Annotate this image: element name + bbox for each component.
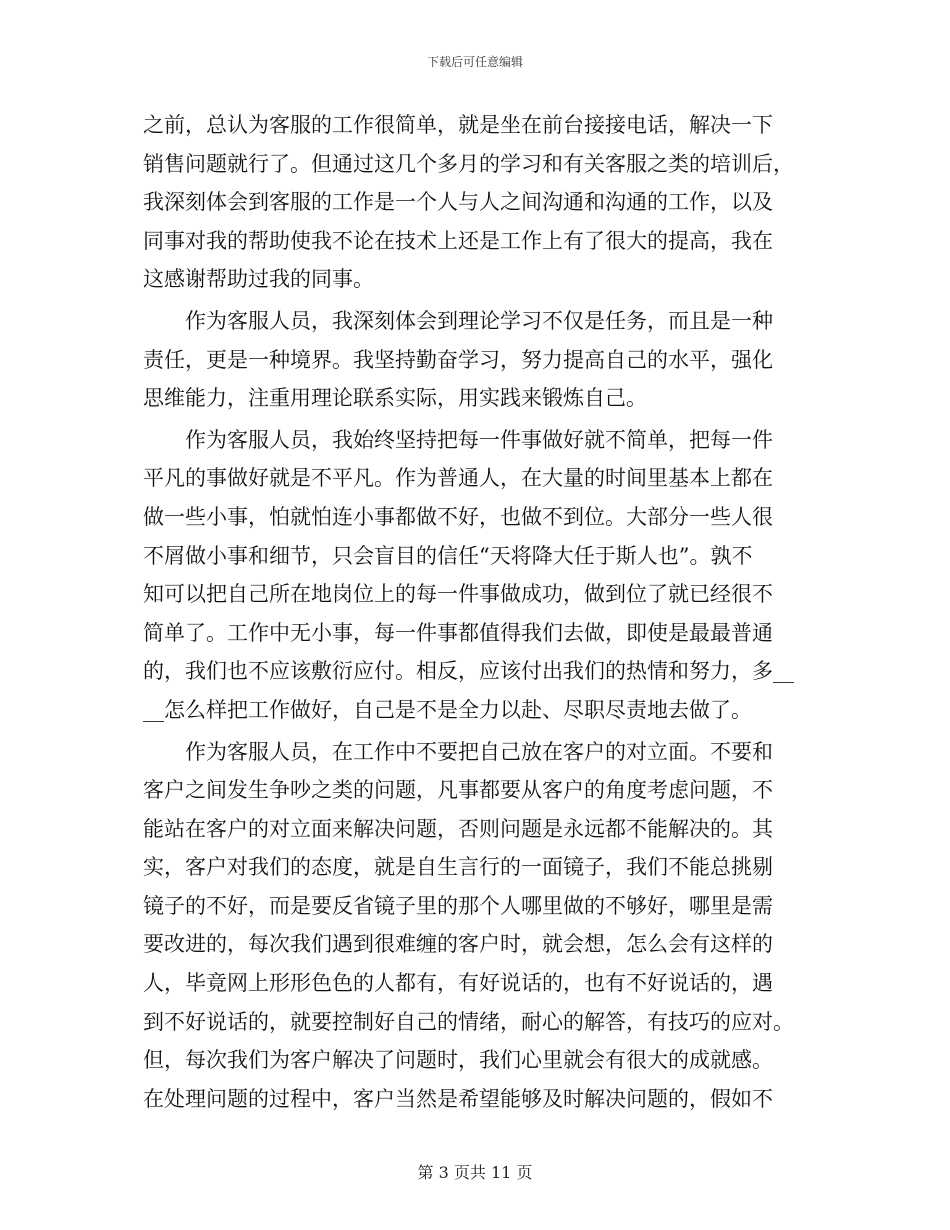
text-line: __怎么样把工作做好，自己是不是全力以赴、尽职尽责地去做了。 [143, 697, 752, 722]
text-line: 实，客户对我们的态度，就是自生言行的一面镜子，我们不能总挑剔 [143, 855, 773, 880]
text-line: 责任，更是一种境界。我坚持勤奋学习，努力提高自己的水平，强化 [143, 347, 773, 372]
text-line: 的，我们也不应该敷衍应付。相反，应该付出我们的热情和努力，多__ [143, 659, 794, 684]
document-body [143, 106, 803, 1118]
text-line: 能站在客户的对立面来解决问题，否则问题是永远都不能解决的。其 [143, 816, 773, 841]
text-line: 之前，总认为客服的工作很简单，就是坐在前台接接电话，解决一下 [143, 113, 773, 137]
text-line: 我深刻体会到客服的工作是一个人与人之间沟通和沟通的工作，以及 [143, 190, 773, 215]
text-line: 镜子的不好，而是要反省镜子里的那个人哪里做的不够好，哪里是需 [143, 893, 773, 918]
text-line: 简单了。工作中无小事，每一件事都值得我们去做，即使是最最普通 [143, 620, 773, 645]
text-line: 作为客服人员，我始终坚持把每一件事做好就不简单，把每一件 [143, 427, 773, 452]
text-line: 思维能力，注重用理论联系实际，用实践来锻炼自己。 [143, 386, 647, 411]
text-line: 平凡的事做好就是不平凡。作为普通人，在大量的时间里基本上都在 [143, 466, 773, 491]
text-line: 但，每次我们为客户解决了问题时，我们心里就会有很大的成就感。 [143, 1048, 773, 1073]
text-line: 不屑做小事和细节，只会盲目的信任“天将降大任于斯人也”。孰不 [143, 543, 753, 568]
text-line: 作为客服人员，在工作中不要把自己放在客户的对立面。不要和 [143, 739, 773, 764]
text-line: 知可以把自己所在地岗位上的每一件事做成功，做到位了就已经很不 [143, 582, 773, 607]
text-line: 同事对我的帮助使我不论在技术上还是工作上有了很大的提高，我在 [143, 228, 773, 253]
text-line: 人，毕竟网上形形色色的人都有，有好说话的，也有不好说话的，遇 [143, 971, 773, 996]
text-line: 销售问题就行了。但通过这几个多月的学习和有关客服之类的培训后， [143, 151, 794, 176]
text-line: 在处理问题的过程中，客户当然是希望能够及时解决问题的，假如不 [143, 1086, 773, 1111]
text-line: 做一些小事，怕就怕连小事都做不好，也做不到位。大部分一些人很 [143, 504, 773, 529]
text-line: 到不好说话的，就要控制好自己的情绪，耐心的解答，有技巧的应对。 [143, 1009, 794, 1034]
text-line: 要改进的，每次我们遇到很难缠的客户时，就会想，怎么会有这样的 [143, 932, 773, 957]
text-line: 作为客服人员，我深刻体会到理论学习不仅是任务，而且是一种 [143, 308, 773, 333]
text-line: 这感谢帮助过我的同事。 [143, 267, 374, 292]
text-line: 客户之间发生争吵之类的问题，凡事都要从客户的角度考虑问题，不 [143, 778, 773, 803]
page-header: 下载后可任意编辑 [426, 55, 523, 69]
page-footer: 第 3 页共 11 页 [417, 1163, 533, 1182]
